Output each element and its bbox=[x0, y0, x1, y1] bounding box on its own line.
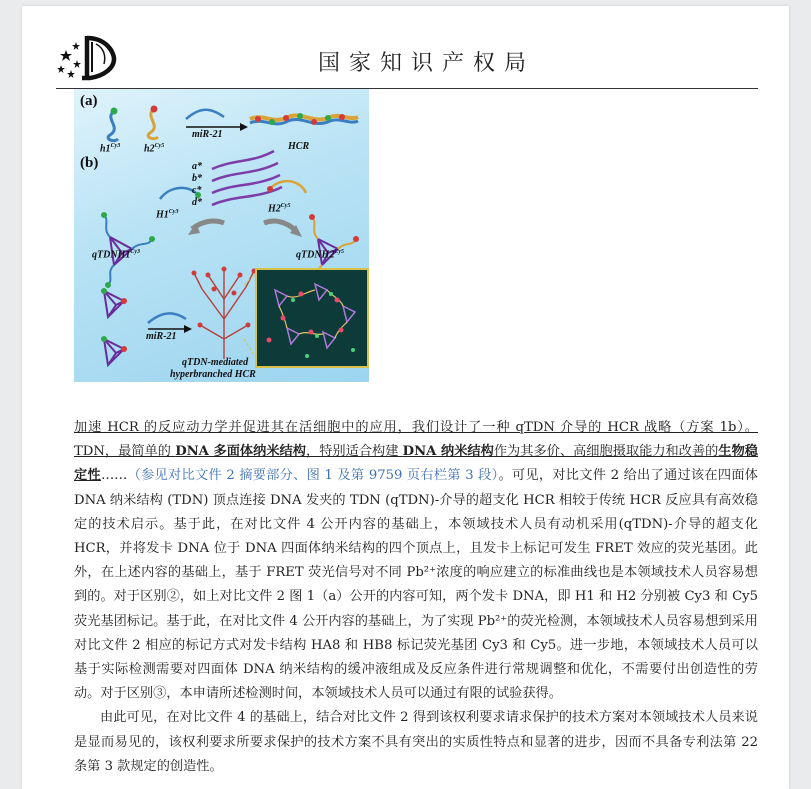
document-page bbox=[22, 6, 789, 789]
paragraph-1 bbox=[74, 416, 758, 706]
quoted-text-2: ，特别适合构建 bbox=[305, 444, 403, 460]
inset-artwork bbox=[257, 270, 367, 366]
label-a-star: a* bbox=[192, 161, 202, 172]
label-h2: $h2^{Cy5}$ bbox=[144, 143, 165, 155]
paragraph-2: 由此可见，在对比文件 4 的基础上，结合对比文件 2 得到该权利要求请求保护的技术方案对本领域技术人员来说是显而易见的，该权利要求所要求保护的技术方案不具有突出的实质性特点和显著的进步，因而不具备专利法第 22 条第 3 款规定的创造性。 bbox=[74, 710, 758, 774]
label-H1: $H1^{Cy3}$ bbox=[156, 209, 179, 221]
label-mir21-bottom: miR-21 bbox=[146, 331, 177, 342]
reference-note: （参见对比文件 2 摘要部分、图 1 及第 9759 页右栏第 3 段） bbox=[127, 468, 499, 484]
quoted-bold-1: DNA 多面体纳米结构 bbox=[175, 444, 306, 460]
page-header bbox=[56, 32, 761, 90]
label-h1: $h1^{Cy3}$ bbox=[100, 143, 121, 155]
label-qtdnh2: $qTDNH2^{Cy5}$ bbox=[296, 249, 345, 261]
label-b-star: b* bbox=[192, 173, 202, 184]
paragraph-1-rest: 。可见，对比文件 2 给出了通过该在四面体 DNA 纳米结构 (TDN) 顶点连接 DNA 发夹的 TDN (qTDN)-介导的超支化 HCR 相较于传统 HCR 反应具有高效稳定的技术启示。基于此，在对比文件 4 公开内容的基础上，本领域技术人员有动机采用(qTDN)-介导的超支化 HCR，并将发卡 DNA 位于 DNA 四面体纳米结构的四个顶点上，且发卡上标记可发生 FRET 效应的荧光基团。此外，在上述内容的基础上，基于 FRET 荧光信号对不同 Pb²⁺浓度的响应建立的标准曲线也是本领域技术人员容易想到的。对于区别②，如上对比文件 2 图 1（a）公开的内容可知，两个发卡 DNA，即 H1 和 H2 分别被 Cy3 和 Cy5 荧光基团标记。基于此，在对比文件 4 公开内容的基础上，为了实现 Pb²⁺的荧光检测，本领域技术人员容易想到采用对比文件 2 相应的标记方式对发卡结构 HA8 和 HB8 标记荧光基团 Cy3 和 Cy5。进一步地，本领域技术人员可以基于实际检测需要对四面体 DNA 纳米结构的缓冲液组成及反应条件进行常规调整和优化，不需要付出创造性的劳动。对于区别③，本申请所述检测时间，本领域技术人员可以通过有限的试验获得。 bbox=[74, 468, 758, 702]
ellipsis: …… bbox=[100, 468, 128, 484]
cnipa-logo-icon bbox=[56, 32, 118, 82]
panel-label-a: (a) bbox=[80, 93, 98, 109]
figure-caption-line1: qTDN-mediated bbox=[182, 357, 249, 368]
figure-caption-line2: hyperbranched HCR bbox=[170, 369, 256, 380]
label-d-star: d* bbox=[192, 197, 202, 208]
quoted-text-1: 加速 HCR 的反应动力学并促进其在活细胞中的应用，我们设计了一种 qTDN 介导的 HCR 战略（方案 1b）。 TDN，最简单的 bbox=[74, 420, 758, 460]
body-text bbox=[74, 416, 758, 779]
label-H2: $H2^{Cy5}$ bbox=[268, 203, 291, 215]
label-qtdnh1: $qTDNH1^{Cy3}$ bbox=[92, 249, 141, 261]
quoted-text-3: 作为其多价、高细胞摄取能力和改善的 bbox=[493, 444, 719, 460]
quoted-bold-3: 生物稳定性 bbox=[74, 444, 758, 484]
label-c-star: c* bbox=[192, 185, 202, 196]
microscopy-inset bbox=[255, 268, 369, 368]
panel-label-b: (b) bbox=[80, 155, 99, 171]
label-hcr: HCR bbox=[288, 141, 310, 152]
scheme-figure bbox=[74, 89, 369, 382]
label-mir21-top: miR-21 bbox=[192, 129, 223, 140]
quoted-bold-2: DNA 纳米结构 bbox=[402, 444, 494, 460]
office-name: 国家知识产权局 bbox=[318, 51, 536, 76]
